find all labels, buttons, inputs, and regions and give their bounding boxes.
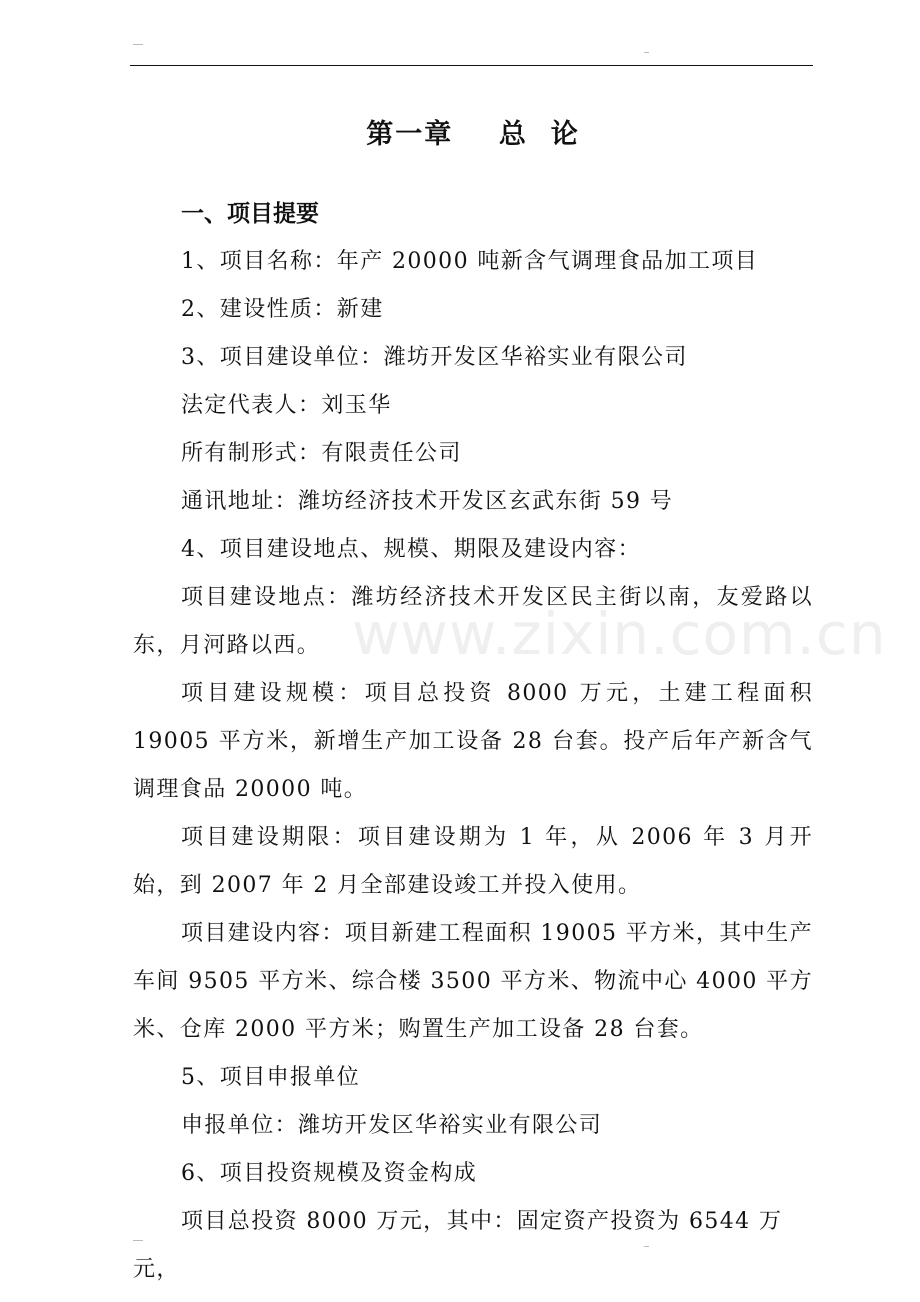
paragraph-ownership-form: 所有制形式：有限责任公司 <box>181 441 462 466</box>
header-mark-left <box>133 44 143 45</box>
header-mark-right <box>644 52 649 53</box>
header-rule <box>130 65 813 66</box>
paragraph-total-investment: 项目总投资 8000 万元，其中：固定资产投资为 6544 万元， <box>133 1209 783 1282</box>
footer-mark-right <box>644 1246 649 1247</box>
paragraph-construction-nature: 2、建设性质：新建 <box>181 297 384 322</box>
footer-mark-left <box>133 1240 143 1241</box>
paragraph-address: 通讯地址：潍坊经济技术开发区玄武东街 59 号 <box>181 489 674 514</box>
watermark: www.zixin.com.cn <box>352 600 887 668</box>
section-heading: 一、项目提要 <box>181 201 319 227</box>
chapter-title: 第一章 总 论 <box>366 119 580 150</box>
paragraph-item-6-heading: 6、项目投资规模及资金构成 <box>181 1161 478 1186</box>
paragraph-construction-unit: 3、项目建设单位：潍坊开发区华裕实业有限公司 <box>181 345 688 370</box>
paragraph-legal-representative: 法定代表人：刘玉华 <box>181 393 392 418</box>
paragraph-construction-scale: 项目建设规模：项目总投资 8000 万元，土建工程面积 19005 平方米，新增生产加工设备 28 台套。投产后年产新含气调理食品 20000 吨。 <box>133 681 813 802</box>
paragraph-construction-location: 项目建设地点：潍坊经济技术开发区民主街以南，友爱路以东，月河路以西。 <box>133 585 813 658</box>
paragraph-construction-period: 项目建设期限：项目建设期为 1 年，从 2006 年 3 月开始，到 2007 年 2 月全部建设竣工并投入使用。 <box>133 825 813 898</box>
paragraph-applicant: 申报单位：潍坊开发区华裕实业有限公司 <box>181 1113 603 1138</box>
page-content <box>133 110 813 1294</box>
paragraph-construction-content: 项目建设内容：项目新建工程面积 19005 平方米，其中生产车间 9505 平方米、综合楼 3500 平方米、物流中心 4000 平方米、仓库 2000 平方米；购置生产加工设备 28 台套。 <box>133 921 813 1042</box>
paragraph-project-name: 1、项目名称：年产 20000 吨新含气调理食品加工项目 <box>181 249 759 274</box>
paragraph-item-4-heading: 4、项目建设地点、规模、期限及建设内容： <box>181 537 641 562</box>
paragraph-item-5-heading: 5、项目申报单位 <box>181 1065 361 1090</box>
